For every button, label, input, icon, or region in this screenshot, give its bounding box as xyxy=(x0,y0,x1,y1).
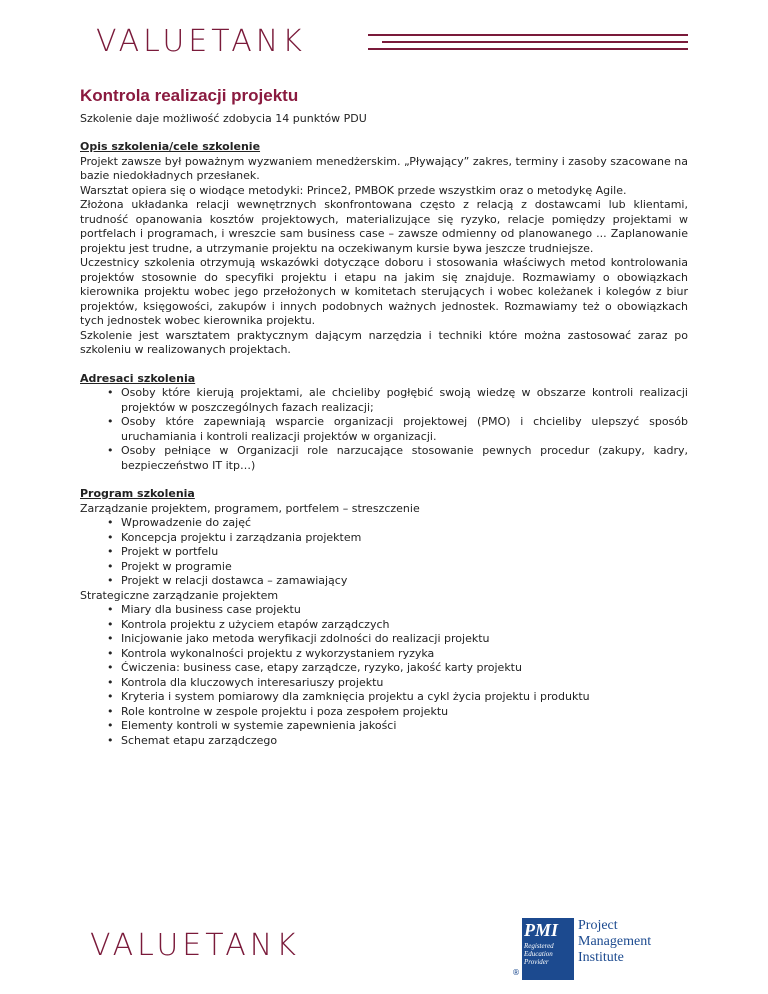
document-body xyxy=(80,140,688,748)
program-list-1 xyxy=(80,516,688,589)
pmi-mark: PMI xyxy=(524,920,559,940)
list-item: • Projekt w programie xyxy=(80,560,688,575)
valuetank-logo-header: VALUETANK xyxy=(96,24,306,59)
valuetank-logo-footer: VALUETANK xyxy=(90,928,300,963)
program-list-2 xyxy=(80,603,688,748)
list-item: • Projekt w portfelu xyxy=(80,545,688,560)
list-item: • Projekt w relacji dostawca – zamawiający xyxy=(80,574,688,589)
program-group-title: Zarządzanie projektem, programem, portfelem – streszczenie xyxy=(80,501,420,515)
pdu-subtitle: Szkolenie daje możliwość zdobycia 14 punktów PDU xyxy=(80,112,367,125)
pmi-name: Project Management Institute xyxy=(578,918,652,965)
list-item: • Role kontrolne w zespole projektu i poza zespołem projektu xyxy=(80,705,688,720)
pmi-logo xyxy=(512,918,662,982)
pmi-badge-text: Registered Education Provider xyxy=(524,942,554,966)
list-item: • Kontrola wykonalności projektu z wykorzystaniem ryzyka xyxy=(80,647,688,662)
list-item: • Kontrola projektu z użyciem etapów zarządczych xyxy=(80,618,688,633)
section-heading-opis: Opis szkolenia/cele szkolenie xyxy=(80,140,261,153)
list-item: • Osoby które kierują projektami, ale chcieliby pogłębić swoją wiedzę w obszarze kontroli realizacji projektów w poszczególnych fazach realizacji; xyxy=(80,386,688,415)
list-item: • Ćwiczenia: business case, etapy zarządcze, ryzyko, jakość karty projektu xyxy=(80,661,688,676)
header-decorative-lines xyxy=(368,32,688,52)
paragraph: Warsztat opiera się o wiodące metodyki: Prince2, PMBOK przede wszystkim oraz o metodykę Agile. xyxy=(80,183,627,197)
list-item: • Kryteria i system pomiarowy dla zamknięcia projektu a cykl życia projektu i produktu xyxy=(80,690,688,705)
paragraph: Szkolenie jest warsztatem praktycznym dającym narzędzia i techniki które można zastosować zaraz po szkoleniu w realizowanych projektach. xyxy=(80,328,688,356)
list-item: • Osoby pełniące w Organizacji role narzucające stosowanie pewnych procedur (zakupy, kadry, bezpieczeństwo IT itp…) xyxy=(80,444,688,473)
list-item: • Kontrola dla kluczowych interesariuszy projektu xyxy=(80,676,688,691)
list-item: • Koncepcja projektu i zarządzania projektem xyxy=(80,531,688,546)
paragraph: Złożona układanka relacji wewnętrznych skonfrontowana często z relacją z dostawcami lub klientami, trudność opanowania kosztów projektowych, materializujące się ryzyko, relacje pomiędzy projektami w portfelach i programach, i wreszcie sam business case – zawsze odmienny od planowanego ... Zaplanowanie projektu jest trudne, a utrzymanie projektu na oczekiwanym kursie bywa jeszcze trudniejsze. xyxy=(80,198,688,255)
list-item: • Inicjowanie jako metoda weryfikacji zdolności do realizacji projektu xyxy=(80,632,688,647)
list-item: • Schemat etapu zarządczego xyxy=(80,734,688,749)
list-item: • Wprowadzenie do zajęć xyxy=(80,516,688,531)
paragraph: Uczestnicy szkolenia otrzymują wskazówki dotyczące doboru i stosowania właściwych metod kontrolowania projektów stosownie do specyfiki projektu i etapu na jakim się znajduje. Rozmawiamy o obowiązkach kierownika projektu wobec jego przełożonych w komitetach sterujących i wobec koleżanek i kolegów z biur projektów, księgowości, zakupów i innych podobnych ważnych jednostek. Rozmawiamy też o obowiązkach tych jednostek wobec kierownika projektu. xyxy=(80,256,688,327)
section-heading-adresaci: Adresaci szkolenia xyxy=(80,371,196,385)
section-heading-program: Program szkolenia xyxy=(80,487,195,500)
page-title: Kontrola realizacji projektu xyxy=(80,86,299,105)
paragraph: Projekt zawsze był poważnym wyzwaniem menedżerskim. „Pływający” zakres, terminy i zasoby szacowane na bazie niedokładnych przesłanek. xyxy=(80,154,688,182)
list-item: • Osoby które zapewniają wsparcie organizacji projektowej (PMO) i chcieliby ulepszyć sposób uruchamiania i kontroli realizacji projektów w organizacji. xyxy=(80,415,688,444)
program-group-title: Strategiczne zarządzanie projektem xyxy=(80,588,279,602)
audience-list xyxy=(80,386,688,473)
list-item: • Elementy kontroli w systemie zapewnienia jakości xyxy=(80,719,688,734)
registered-mark: ® xyxy=(512,968,520,977)
list-item: • Miary dla business case projektu xyxy=(80,603,688,618)
